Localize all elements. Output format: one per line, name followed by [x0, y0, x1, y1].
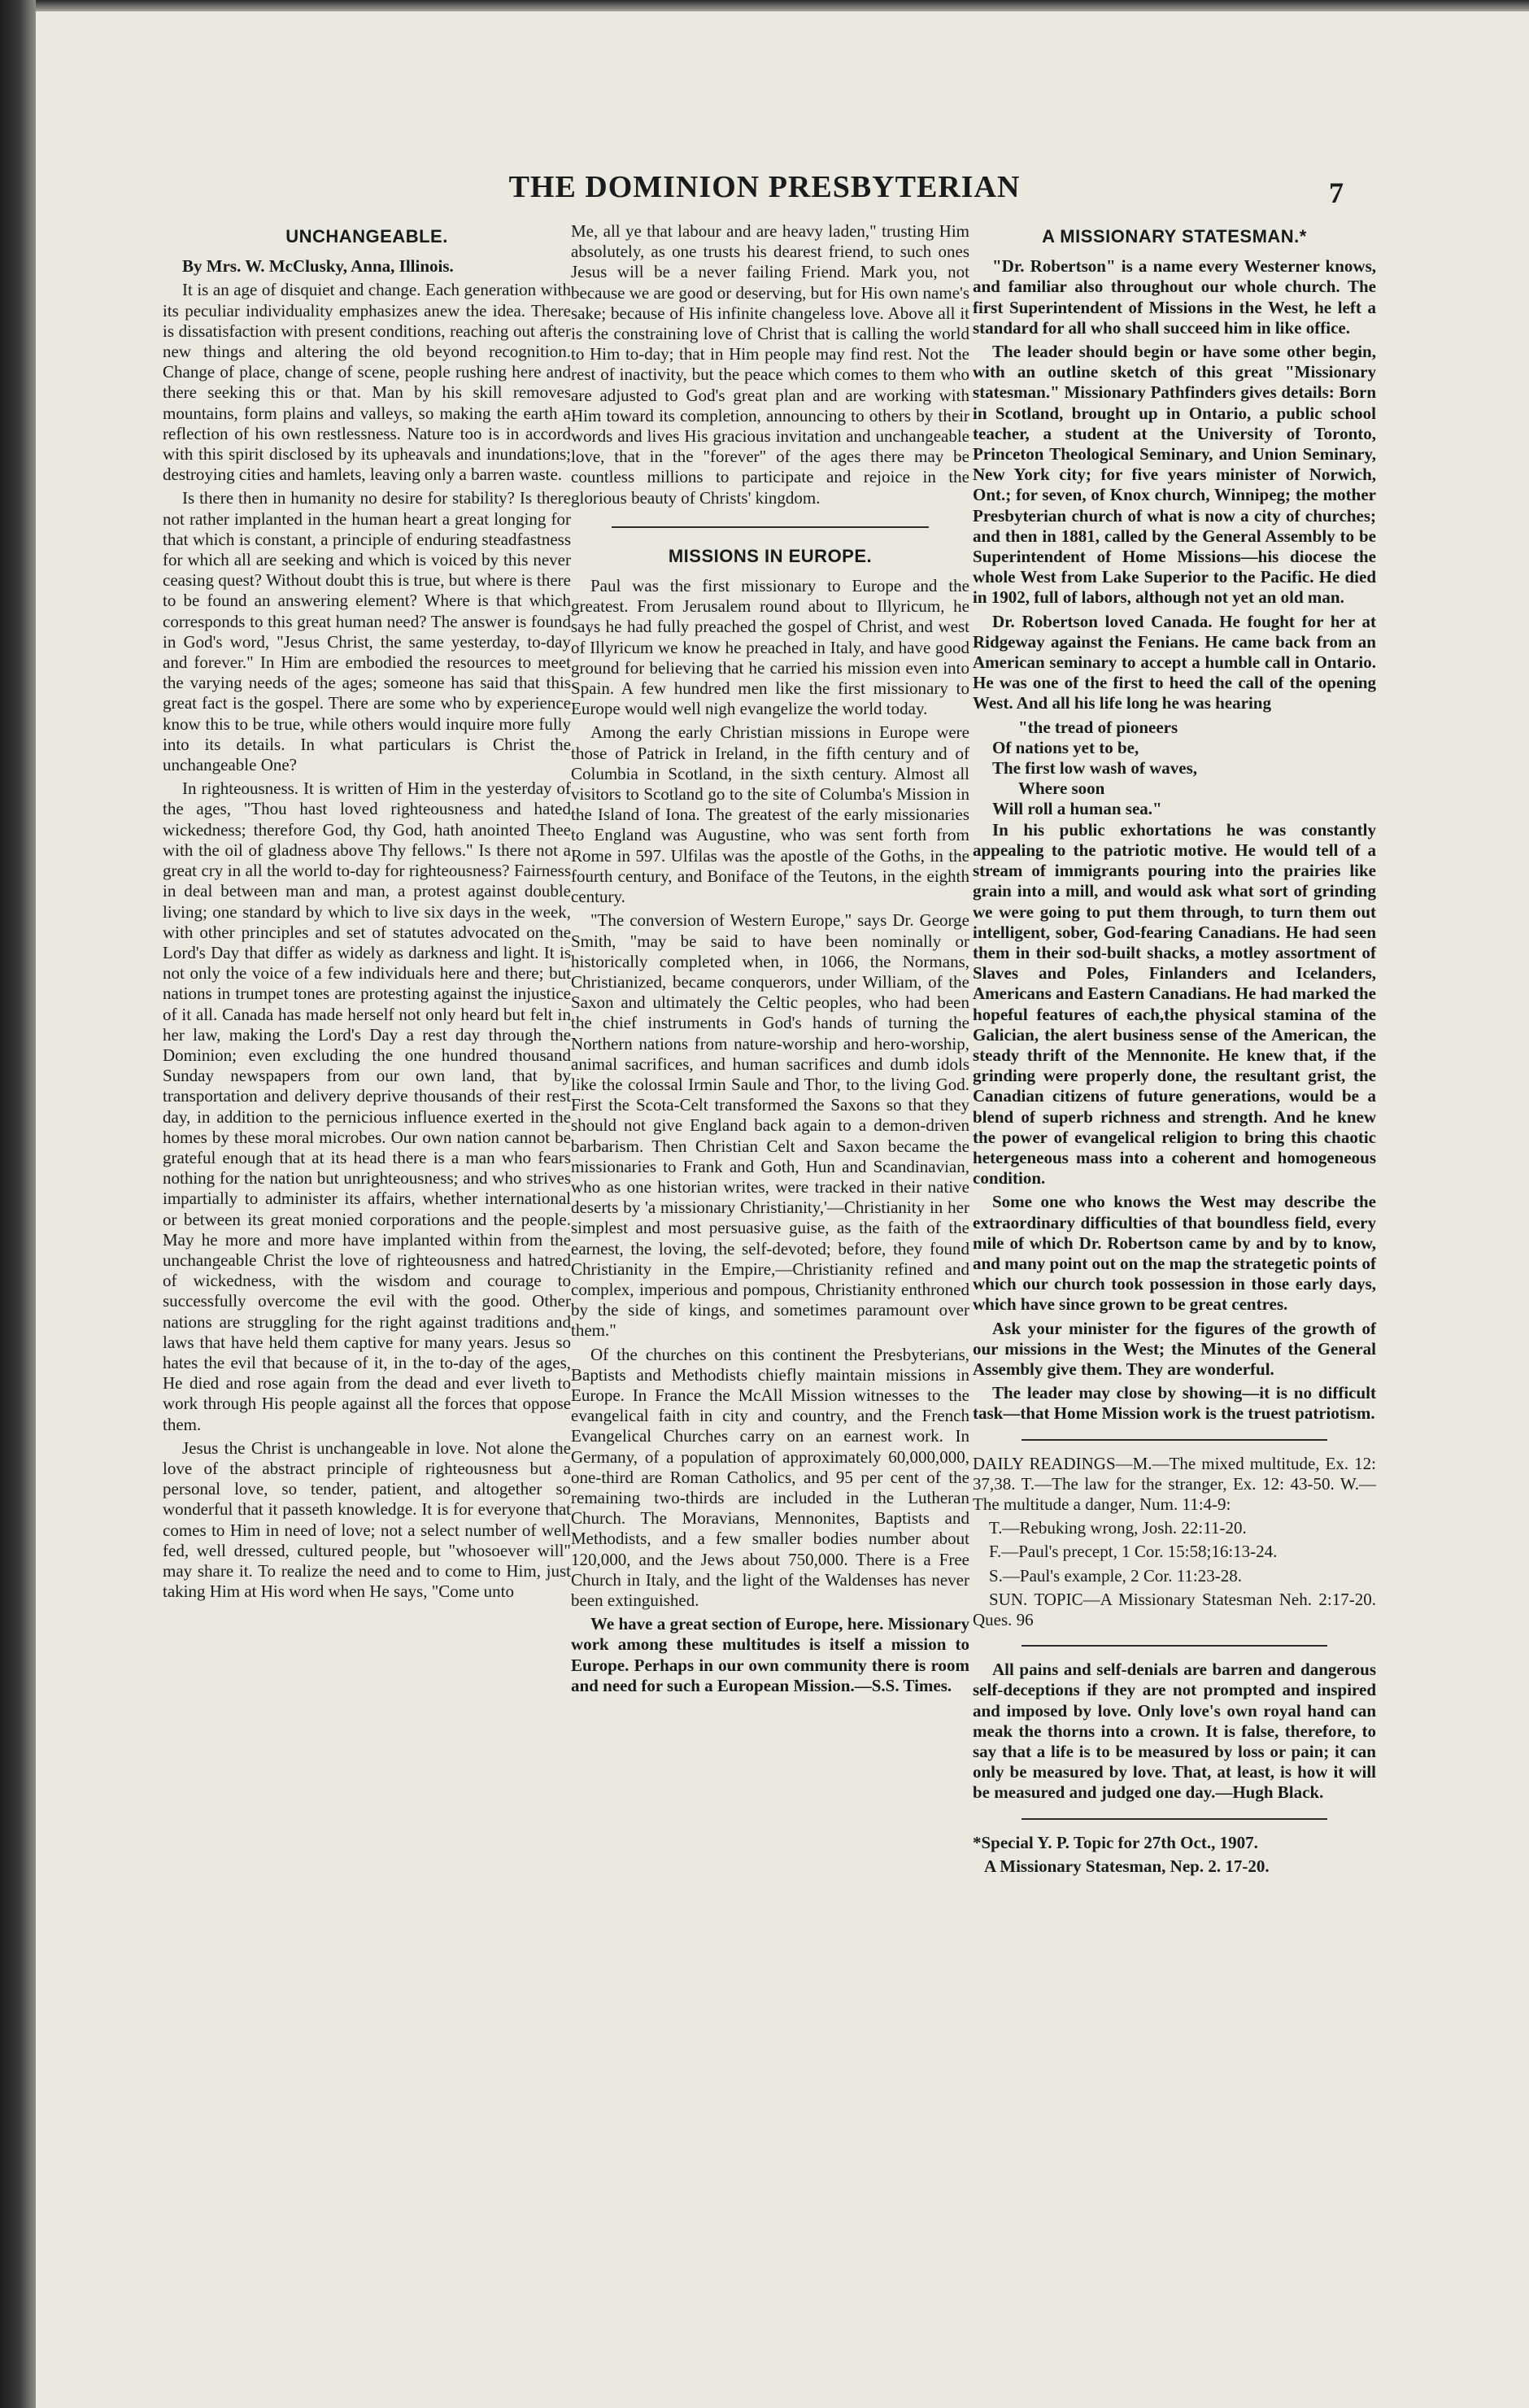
- paragraph: It is an age of disquiet and change. Each generation with its peculiar individuality emphasizes anew the idea. There is dissatisfaction with present conditions, reaching out after new things and altering the old beyond recognition. Change of place, change of scene, people rushing here and there seeking this or that. Man by his skill removes mountains, form plains and valleys, so making the earth a reflection of his own restlessness. Nature too is in accord with this spirit disclosed by its upheavals and inundations; destroying cities and hamlets, leaving only a barren waste.: [163, 280, 571, 485]
- footnote-line: A Missionary Statesman, Nep. 2. 17-20.: [984, 1856, 1270, 1876]
- section-divider: [1022, 1439, 1327, 1441]
- paragraph: Jesus the Christ is unchangeable in love. Not alone the love of the abstract principle of righteousness but a personal love, so tender, patient, and altogether so wonderful that it passeth knowledge. It is for everyone that comes to Him in need of love; not a select number of well fed, well dressed, cultured people, but "whosoever will" may share it. To realize the need and to come to Him, just taking Him at His word when He says, "Come unto: [163, 1437, 571, 1602]
- daily-readings: [973, 1454, 1376, 1631]
- paragraph: "Dr. Robertson" is a name every Westerner knows, and familiar also throughout our whole church. The first Superintendent of Missions in the West, he left a standard for all who shall succeed him in like office.: [973, 256, 1376, 338]
- scan-edge-left: [0, 0, 36, 2408]
- verse-line: Where soon: [1018, 779, 1105, 799]
- paragraph: We have a great section of Europe, here. Missionary work among these multitudes is itself a mission to Europe. Perhaps in our own community there is room and need for such a European Mission.—S.S. Times.: [571, 1614, 969, 1695]
- verse-line: "the tread of pioneers: [1018, 717, 1178, 737]
- page-header: [0, 169, 1529, 218]
- section-divider: [1022, 1645, 1327, 1647]
- column-3: [973, 221, 1376, 1880]
- hugh-black-quote: [973, 1660, 1376, 1803]
- paragraph: Some one who knows the West may describe the extraordinary difficulties of that boundless field, every mile of which Dr. Robertson came by and by to know, and many point out on the map the strategetic points of which our church took possession in those early days, which have since grown to be great centres.: [973, 1192, 1376, 1315]
- article-divider: [612, 526, 929, 528]
- article-title-missionary-statesman: A MISSIONARY STATESMAN.*: [1042, 226, 1307, 246]
- column-2: [571, 221, 969, 1699]
- article-title-missions-in-europe: MISSIONS IN EUROPE.: [668, 545, 873, 566]
- article-byline: By Mrs. W. McClusky, Anna, Illinois.: [182, 256, 454, 277]
- paragraph: Dr. Robertson loved Canada. He fought for her at Ridgeway against the Fenians. He came back from an American seminary to accept a humble call in Ontario. He was one of the first to heed the call of the opening West. And all his life long he was hearing: [973, 611, 1376, 713]
- paragraph: "The conversion of Western Europe," says Dr. George Smith, "may be said to have been nominally or historically completed when, in 1066, the Normans, Christianized, became conquerors, under William, of the Saxon and ultimately the Celtic peoples, who had been the chief instruments in God's hands of turning the Northern nations from nature-worship and hero-worship, animal sacrifices, and human sacrifices and dumb idols like the colossal Irmin Saule and Thor, to the living God. First the Scota-Celt transformed the Saxons so that they should not give England back again to a demon-driven barbarism. Then Christian Celt and Saxon became the missionaries to Frank and Goth, Hun and Scandinavian, who as one historian writes, were tracked in their native deserts by 'a missionary Christianity,'—Christianity in her simplest and most persuasive guise, as the faith of the earnest, the loving, the self-devoted; before, they found Christianity in the Empire,—Christianity refined and complex, imperious and pompous, Christianity enthroned by the side of kings, and sometimes paramount over them.": [571, 910, 969, 1341]
- verse-line: The first low wash of waves,: [992, 758, 1197, 779]
- paragraph: Paul was the first missionary to Europe and the greatest. From Jerusalem round about to Illyricum, he says he had fully preached the gospel of Christ, and west of Illyricum we know he preached in Italy, and have good ground for believing that he carried his mission even into Spain. A few hundred men like the first missionary to Europe would well nigh evangelize the world today.: [571, 576, 969, 719]
- reading-line: DAILY READINGS—M.—The mixed multitude, Ex. 12: 37,38. T.—The law for the stranger, Ex. 12: 43-50. W.—The multitude a danger, Num. 11:4-9:: [973, 1453, 1376, 1514]
- verse-line: Will roll a human sea.": [992, 799, 1162, 819]
- reading-line: F.—Paul's precept, 1 Cor. 15:58;16:13-24.: [989, 1542, 1278, 1562]
- paragraph: Is there then in humanity no desire for stability? Is there not rather implanted in the human heart a great longing for that which is constant, a principle of enduring steadfastness for which all are seeking and which is voiced by this never ceasing quest? Without doubt this is true, but where is there to be found an answering element? Where is that which corresponds to this great human need? The answer is found in God's word, "Jesus Christ, the same yesterday, to-day and forever." In Him are embodied the resources to meet the varying needs of the ages; someone has said that this great fact is the gospel. There are some who by experience know this to be true, while others would inquire more fully into its details. In what particulars is Christ the unchangeable One?: [163, 488, 571, 775]
- quote-paragraph: All pains and self-denials are barren and dangerous self-deceptions if they are not prompted and inspired and imposed by love. Only love's own royal hand can meak the thorns into a crown. It is false, therefore, to say that a life is to be measured by loss or pain; it can only be measured by love. That, at least, is how it will be measured and judged one day.—Hugh Black.: [973, 1660, 1376, 1803]
- paragraph: In righteousness. It is written of Him in the yesterday of the ages, "Thou hast loved righteousness and hated wickedness; therefore God, thy God, hath anointed Thee with the oil of gladness above Thy fellows." Is there not a great cry in all the world to-day for righteousness? Fairness in deal between man and man, a protest against double living; one standard by which to live six days in the week, with other principles and set of statutes advocated on the Lord's Day that differ as widely as darkness and light. It is not only the voice of a few individuals here and there; but nations in trumpet tones are protesting against the injustice of it all. Canada has made herself not only heard but felt in her law, making the Lord's Day a rest day through the Dominion; even excluding the one hundred thousand Sunday newspapers from our own land, that by transportation and delivery deprive thousands of their rest day, in addition to the pernicious influence exerted in the homes by these moral microbes. Our own nation cannot be grateful enough that at its head there is a man who fears nothing for the nation but unrighteousness; and who strives impartially to administer its affairs, whether international or between its great monied corporations and the people. May he more and more have implanted within from the unchangeable Christ the love of righteousness and hatred of wickedness, with the wisdom and courage to successfully overcome the evil with the good. Other nations are struggling for the right against traditions and laws that have held them captive for many years. Jesus so hates the evil that because of it, in the to-day of the ages, He died and rose again from the dead and ever liveth to work through His people against all the forces that oppose them.: [163, 779, 571, 1434]
- scan-edge-top: [0, 0, 1529, 11]
- section-divider: [1022, 1818, 1327, 1820]
- article-body: [973, 256, 1376, 1424]
- page-number: 7: [1329, 177, 1344, 209]
- masthead-title: THE DOMINION PRESBYTERIAN: [508, 170, 1021, 204]
- reading-line: SUN. TOPIC—A Missionary Statesman Neh. 2:17-20. Ques. 96: [973, 1589, 1376, 1629]
- paragraph: Ask your minister for the figures of the growth of our missions in the West; the Minutes of the General Assembly give them. They are wonderful.: [973, 1318, 1376, 1379]
- reading-line: T.—Rebuking wrong, Josh. 22:11-20.: [989, 1518, 1247, 1538]
- verse-line: Of nations yet to be,: [992, 737, 1139, 757]
- paragraph: Among the early Christian missions in Europe were those of Patrick in Ireland, in the fifth century and of Columbia in Scotland, in the sixth century. Almost all visitors to Scotland go to the site of Columba's Mission in the Island of Iona. The greatest of the early missionaries to England was Augustine, who was sent forth from Rome in 597. Ulfilas was the apostle of the Goths, in the fourth century, and Boniface of the Teutons, in the eighth century.: [571, 722, 969, 907]
- paragraph: The leader may close by showing—it is no difficult task—that Home Mission work is the truest patriotism.: [973, 1383, 1376, 1424]
- paragraph: The leader should begin or have some other begin, with an outline sketch of this great "Missionary statesman." Missionary Pathfinders gives details: Born in Scotland, brought up in Ontario, a public school teacher, a student at the University of Toronto, Princeton Theological Seminary, and Union Seminary, New York city; for five years minister of Norwich, Ont.; for seven, of Knox church, Winnipeg; the mother Presbyterian church of what is now a city of churches; and then in 1881, called by the General Assembly to be Superintendent of Home Missions—his diocese the whole West from Lake Superior to the Pacific. He died in 1902, full of labors, although not yet an old man.: [973, 342, 1376, 608]
- paragraph-continued: Me, all ye that labour and are heavy laden," trusting Him absolutely, as one trusts his dearest friend, to such ones Jesus will be a never failing Friend. Mark you, not because we are good or deserving, but for His own name's sake; because of His infinite changeless love. Above all it is the constraining love of Christ that is calling the world to Him to-day; that in Him people may find rest. Not the rest of inactivity, but the peace which comes to them who are adjusted to God's great plan and are working with Him toward its completion, announcing to others by their words and lives His gracious invitation and unchangeable love, that in the "forever" of the ages there may be countless millions to participate and rejoice in the glorious beauty of Christs' kingdom.: [571, 221, 969, 508]
- footnote-line: *Special Y. P. Topic for 27th Oct., 1907.: [973, 1832, 1258, 1852]
- reading-line: S.—Paul's example, 2 Cor. 11:23-28.: [989, 1565, 1242, 1586]
- paragraph: In his public exhortations he was constantly appealing to the patriotic motive. He would tell of a stream of immigrants pouring into the prairies like grain into a mill, and would ask what sort of grinding we were going to put them through, to turn them out intelligent, sober, God-fearing Canadians. He had seen them in their sod-built shacks, a motley assortment of Slaves and Poles, Finlanders and Icelanders, Americans and Eastern Canadians. He had marked the hopeful features of each,the physical stamina of the Galician, the alert business sense of the American, the steady thrift of the Mennonite. He knew that, if the grinding were properly done, the resultant grist, the Canadian citizens of future generations, would be a blend of superb richness and strength. And he knew the power of evangelical religion to bring this chaotic hetergeneous mass into a coherent and homogeneous condition.: [973, 819, 1376, 1189]
- paragraph: Of the churches on this continent the Presbyterians, Baptists and Methodists chiefly maintain missions in Europe. In France the McAll Mission witnesses to the evangelical faith in city and country, and the French Evangelical Churches carry on an earnest work. In Germany, of a population of approximately 60,000,000, one-third are Roman Catholics, and 95 per cent of the remaining two-thirds are included in the Lutheran Church. The Moravians, Mennonites, Baptists and Methodists, and a few smaller bodies number about 120,000, and the Jews about 750,000. There is a Free Church in Italy, and the light of the Waldenses has never been extinguished.: [571, 1344, 969, 1610]
- article-title-unchangeable: UNCHANGEABLE.: [285, 226, 448, 246]
- footnote: [973, 1833, 1376, 1877]
- column-1: [163, 221, 571, 1605]
